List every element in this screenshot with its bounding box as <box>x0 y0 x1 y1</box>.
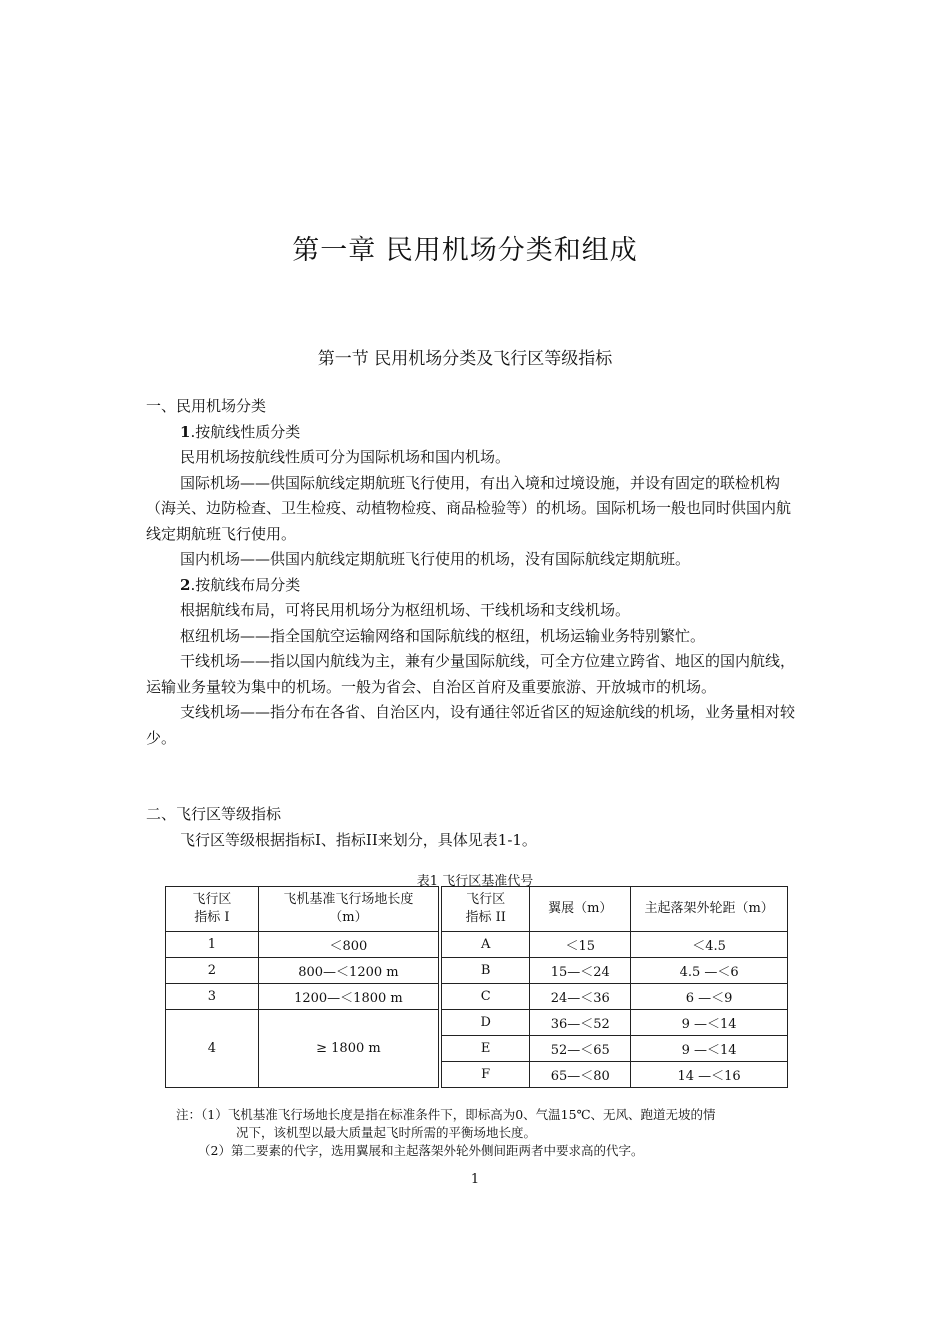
cell-span: 24—＜36 <box>530 984 631 1010</box>
header-code-element-1: 飞行区 指标 I <box>166 887 259 932</box>
cell-wheel: 4.5 —＜6 <box>631 958 788 984</box>
paragraph: 国际机场——供国际航线定期航班飞行使用，有出入境和过境设施，并设有固定的联检机构（海关、边防检查、卫生检疫、动植物检疫、商品检验等）的机场。国际机场一般也同时供国内航线定期航班飞行使用。 <box>146 473 792 543</box>
header-wheel-span: 主起落架外轮距（m） <box>631 887 788 932</box>
aerodrome-reference-code-table <box>165 886 788 1088</box>
cell-code1: 2 <box>166 958 259 984</box>
note-1: 注：（1）飞机基准飞行场地长度是指在标准条件下，即标高为0、气温15℃、无风、跑道无坡的情 <box>176 1107 716 1122</box>
table-notes <box>176 1106 816 1160</box>
table-row <box>166 984 788 1010</box>
cell-code1: 3 <box>166 984 259 1010</box>
cell-code2: B <box>440 958 530 984</box>
cell-code2: D <box>440 1010 530 1036</box>
subheading-by-route-nature <box>146 420 804 446</box>
cell-wheel: 9 —＜14 <box>631 1036 788 1062</box>
cell-wheel: ＜4.5 <box>631 932 788 958</box>
section-body-part1 <box>146 394 804 751</box>
paragraph: 支线机场——指分布在各省、自治区内，设有通往邻近省区的短途航线的机场，业务量相对较少。 <box>146 703 796 747</box>
header-wingspan: 翼展（m） <box>530 887 631 932</box>
header-code-element-2: 飞行区 指标 II <box>440 887 530 932</box>
note-1-continuation: 况下，该机型以最大质量起飞时所需的平衡场地长度。 <box>236 1125 537 1140</box>
cell-span: ＜15 <box>530 932 631 958</box>
table-header-row <box>166 887 788 932</box>
cell-span: 65—＜80 <box>530 1062 631 1088</box>
cell-span: 52—＜65 <box>530 1036 631 1062</box>
page-number: 1 <box>470 1172 480 1187</box>
cell-code2: A <box>440 932 530 958</box>
table-row <box>166 958 788 984</box>
cell-code1: 1 <box>166 932 259 958</box>
subheading-number: 2 <box>180 575 191 594</box>
paragraph: 根据航线布局，可将民用机场分为枢纽机场、干线机场和支线机场。 <box>180 601 631 619</box>
table-row <box>166 932 788 958</box>
cell-wheel: 6 —＜9 <box>631 984 788 1010</box>
paragraph: 飞行区等级根据指标I、指标II来划分，具体见表1-1。 <box>180 830 537 849</box>
subheading-text: .按航线布局分类 <box>190 575 301 594</box>
cell-span: 15—＜24 <box>530 958 631 984</box>
table-caption: 表1 飞行区基准代号 <box>416 874 534 889</box>
cell-length: ≥ 1800 m <box>258 1010 440 1088</box>
paragraph: 枢纽机场——指全国航空运输网络和国际航线的枢纽，机场运输业务特别繁忙。 <box>180 626 706 645</box>
paragraph: 民用机场按航线性质可分为国际机场和国内机场。 <box>180 448 511 466</box>
table-row <box>166 1010 788 1036</box>
cell-code2: C <box>440 984 530 1010</box>
cell-span: 36—＜52 <box>530 1010 631 1036</box>
subheading-by-route-layout <box>146 573 804 599</box>
cell-wheel: 9 —＜14 <box>631 1010 788 1036</box>
heading-flight-zone-grade: 二、飞行区等级指标 <box>146 805 282 823</box>
subheading-text: .按航线性质分类 <box>190 422 301 441</box>
paragraph: 干线机场——指以国内航线为主，兼有少量国际航线，可全方位建立跨省、地区的国内航线，运输业务量较为集中的机场。一般为省会、自治区首府及重要旅游、开放城市的机场。 <box>146 652 796 696</box>
cell-code1: 4 <box>166 1010 259 1088</box>
cell-length: 1200—＜1800 m <box>258 984 440 1010</box>
header-field-length: 飞机基准飞行场地长度 （m） <box>258 887 440 932</box>
cell-wheel: 14 —＜16 <box>631 1062 788 1088</box>
cell-code2: E <box>440 1036 530 1062</box>
chapter-title: 第一章 民用机场分类和组成 <box>292 235 638 266</box>
paragraph: 国内机场——供国内航线定期航班飞行使用的机场，没有国际航线定期航班。 <box>180 550 691 568</box>
cell-length: 800—＜1200 m <box>258 958 440 984</box>
section-body-part2 <box>146 802 804 853</box>
cell-length: ＜800 <box>258 932 440 958</box>
cell-code2: F <box>440 1062 530 1088</box>
section-title: 第一节 民用机场分类及飞行区等级指标 <box>317 349 613 369</box>
subheading-number: 1 <box>180 422 191 441</box>
note-2: （2）第二要素的代字，选用翼展和主起落架外轮外侧间距两者中要求高的代字。 <box>198 1143 644 1158</box>
heading-airport-classification: 一、民用机场分类 <box>146 397 267 415</box>
